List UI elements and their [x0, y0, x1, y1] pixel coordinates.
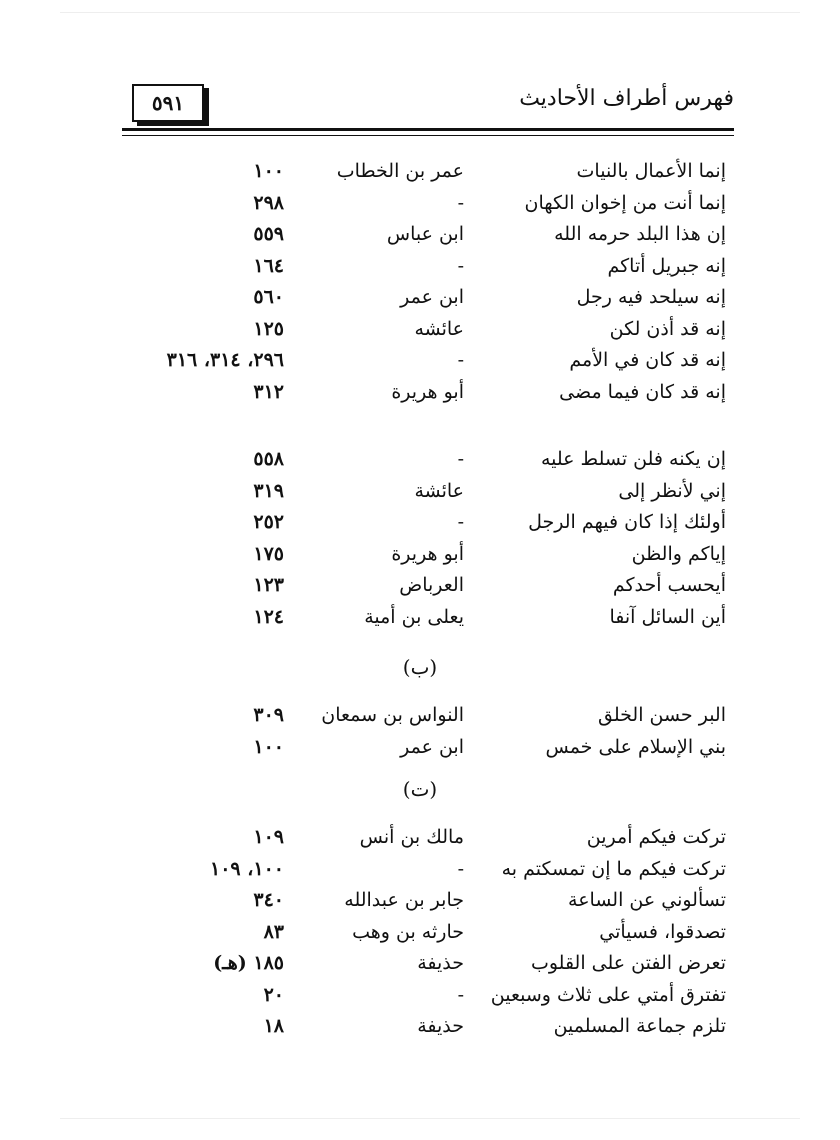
index-entry-row	[0, 732, 840, 762]
page-references: ٢٩٦، ٣١٤، ٣١٦	[166, 349, 284, 371]
index-entry-row	[0, 917, 840, 947]
page-references: ٣٠٩	[253, 704, 284, 726]
narrator-name: عائشه	[414, 317, 464, 340]
narrator-name: ابن عمر	[400, 286, 464, 308]
page-references: ١٧٥	[253, 542, 284, 565]
scan-edge-bottom	[60, 1118, 800, 1119]
index-entry-row	[0, 700, 840, 730]
narrator-name: جابر بن عبدالله	[344, 889, 464, 911]
hadith-text: أين السائل آنفا	[609, 605, 726, 628]
narrator-name: عائشة	[414, 479, 464, 502]
narrator-name: أبو هريرة	[391, 542, 464, 565]
section-letter-heading: (ب)	[402, 655, 438, 679]
narrator-name: العرباض	[399, 574, 464, 596]
hadith-text: إنه قد أذن لكن	[609, 317, 726, 340]
index-entry-row	[0, 885, 840, 915]
hadith-text: بني الإسلام على خمس	[545, 735, 726, 758]
page-references: ١٨٥ (هـ)	[213, 952, 284, 974]
index-entry-row	[0, 282, 840, 312]
hadith-text: إنما الأعمال بالنيات	[576, 160, 726, 182]
page-references: ١٢٥	[253, 317, 284, 340]
page-references: ١٦٤	[253, 254, 284, 277]
page-references: ٣٤٠	[253, 889, 284, 911]
index-entry-row	[0, 476, 840, 506]
index-entry-row	[0, 188, 840, 218]
index-entry-row	[0, 539, 840, 569]
narrator-name: النواس بن سمعان	[321, 704, 464, 726]
narrator-name: -	[457, 349, 464, 371]
page-number: ٥٩١	[151, 91, 185, 115]
running-header-title: فهرس أطراف الأحاديث	[519, 86, 734, 111]
index-entry-row	[0, 219, 840, 249]
hadith-text: تلزم جماعة المسلمين	[553, 1015, 726, 1037]
page-references: ٥٦٠	[253, 286, 284, 308]
hadith-text: تصدقوا، فسيأتي	[599, 920, 726, 943]
index-entry-row	[0, 948, 840, 978]
hadith-text: إن هذا البلد حرمه الله	[554, 223, 726, 245]
narrator-name: -	[457, 448, 464, 470]
page-number-box	[132, 84, 204, 122]
index-entry-row	[0, 854, 840, 884]
hadith-text: إنما أنت من إخوان الكهان	[524, 191, 726, 214]
narrator-name: -	[457, 857, 464, 880]
index-entry-row	[0, 156, 840, 186]
hadith-text: أيحسب أحدكم	[612, 574, 726, 596]
narrator-name: حارثه بن وهب	[352, 920, 464, 943]
narrator-name: حذيفة	[417, 1015, 464, 1037]
page-references: ٢٩٨	[253, 191, 284, 214]
hadith-text: البر حسن الخلق	[598, 704, 726, 726]
page-references: ٢٥٢	[253, 511, 284, 533]
narrator-name: ابن عباس	[386, 223, 464, 245]
hadith-text: تسألوني عن الساعة	[568, 889, 726, 911]
narrator-name: -	[457, 191, 464, 214]
narrator-name: -	[457, 983, 464, 1006]
page-references: ٥٥٨	[253, 448, 284, 470]
index-entry-row	[0, 345, 840, 375]
index-entry-row	[0, 602, 840, 632]
index-entry-row	[0, 507, 840, 537]
narrator-name: يعلى بن أمية	[364, 605, 464, 628]
narrator-name: مالك بن أنس	[359, 826, 464, 848]
header-rule-thick	[122, 128, 734, 131]
index-entry-row	[0, 377, 840, 407]
page-references: ١٨	[263, 1015, 284, 1037]
section-letter-heading: (ت)	[402, 777, 438, 801]
narrator-name: عمر بن الخطاب	[336, 160, 464, 182]
hadith-text: تركت فيكم ما إن تمسكتم به	[501, 857, 726, 880]
hadith-text: إنه سيلحد فيه رجل	[576, 286, 726, 308]
index-entry-row	[0, 822, 840, 852]
page-references: ٣١٢	[253, 380, 284, 403]
hadith-text: إياكم والظن	[631, 542, 726, 565]
page-references: ٢٠	[263, 983, 284, 1006]
page-references: ٥٥٩	[253, 223, 284, 245]
index-entry-row	[0, 444, 840, 474]
header-rule-thin	[122, 135, 734, 136]
page-references: ١٠٩	[253, 826, 284, 848]
narrator-name: ابن عمر	[400, 735, 464, 758]
hadith-text: إن يكنه فلن تسلط عليه	[540, 448, 726, 470]
index-entry-row	[0, 314, 840, 344]
narrator-name: -	[457, 254, 464, 277]
hadith-text: تركت فيكم أمرين	[586, 826, 726, 848]
hadith-text: تعرض الفتن على القلوب	[530, 952, 726, 974]
index-entry-row	[0, 1011, 840, 1041]
hadith-text: إنه جبريل أتاكم	[607, 254, 726, 277]
page-references: ١٠٠	[253, 160, 284, 182]
hadith-text: إني لأنظر إلى	[618, 479, 726, 502]
page-references: ١٢٤	[253, 605, 284, 628]
page-references: ١٠٠	[253, 735, 284, 758]
hadith-text: إنه قد كان فيما مضى	[559, 380, 726, 403]
page-references: ١٢٣	[253, 574, 284, 596]
scan-edge-top	[60, 12, 800, 13]
page-references: ٨٣	[263, 920, 284, 943]
narrator-name: أبو هريرة	[391, 380, 464, 403]
narrator-name: -	[457, 511, 464, 533]
hadith-text: أولئك إذا كان فيهم الرجل	[528, 511, 726, 533]
index-entry-row	[0, 251, 840, 281]
page-references: ١٠٠، ١٠٩	[210, 857, 284, 880]
page-references: ٣١٩	[253, 479, 284, 502]
hadith-text: إنه قد كان في الأمم	[569, 349, 726, 371]
index-entry-row	[0, 980, 840, 1010]
index-entry-row	[0, 570, 840, 600]
hadith-text: تفترق أمتي على ثلاث وسبعين	[490, 983, 726, 1006]
narrator-name: حذيفة	[417, 952, 464, 974]
